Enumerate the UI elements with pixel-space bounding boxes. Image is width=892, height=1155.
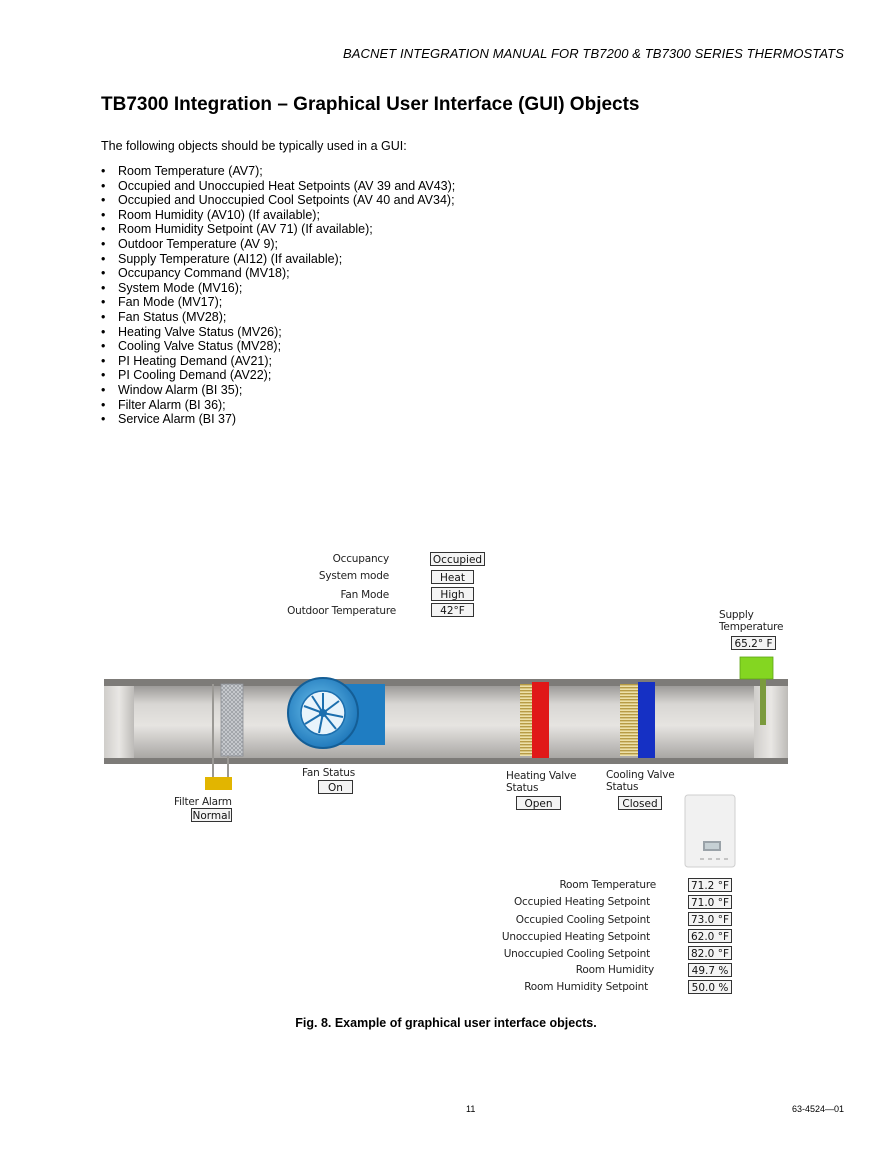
- list-item: • Cooling Valve Status (MV28);: [101, 339, 455, 354]
- list-item: • Room Humidity (AV10) (If available);: [101, 208, 455, 223]
- filter-alarm-label: Filter Alarm: [174, 796, 232, 808]
- room-temperature-value[interactable]: 71.2 °F: [688, 878, 732, 892]
- heating-coil-icon: [520, 684, 534, 756]
- heating-valve-label-line1: Heating Valve: [506, 770, 577, 782]
- document-header: BACNET INTEGRATION MANUAL FOR TB7200 & TB7300 SERIES THERMOSTATS: [343, 46, 844, 61]
- list-item: • Occupied and Unoccupied Heat Setpoints (AV 39 and AV43);: [101, 179, 455, 194]
- list-item: • Filter Alarm (BI 36);: [101, 398, 455, 413]
- system-mode-value[interactable]: Heat: [431, 570, 474, 584]
- heating-valve-label-line2: Status: [506, 782, 539, 794]
- occupied-cooling-setpoint-value[interactable]: 73.0 °F: [688, 912, 732, 926]
- supply-temperature-label-line1: Supply: [719, 609, 754, 621]
- fan-mode-value[interactable]: High: [431, 587, 474, 601]
- unoccupied-heating-setpoint-label: Unoccupied Heating Setpoint: [501, 931, 650, 943]
- fan-mode-label: Fan Mode: [340, 589, 389, 601]
- list-item: • Room Humidity Setpoint (AV 71) (If available);: [101, 222, 455, 237]
- list-item: • Supply Temperature (AI12) (If available);: [101, 252, 455, 267]
- list-item: • Window Alarm (BI 35);: [101, 383, 455, 398]
- thermostat-icon: [685, 795, 735, 867]
- occupancy-label: Occupancy: [332, 553, 389, 565]
- fan-status-label: Fan Status: [302, 767, 355, 779]
- list-item: • Occupancy Command (MV18);: [101, 266, 455, 281]
- occupied-cooling-setpoint-label: Occupied Cooling Setpoint: [515, 914, 650, 926]
- room-temperature-label: Room Temperature: [559, 879, 656, 891]
- filter-icon: [221, 684, 243, 756]
- outdoor-temperature-value[interactable]: 42°F: [431, 603, 474, 617]
- room-humidity-setpoint-value[interactable]: 50.0 %: [688, 980, 732, 994]
- filter-alarm-sensor-icon: [205, 777, 232, 790]
- document-number: 63-4524—01: [791, 1104, 844, 1114]
- unoccupied-cooling-setpoint-value[interactable]: 82.0 °F: [688, 946, 732, 960]
- duct-top-plate: [104, 679, 788, 686]
- list-item: • Service Alarm (BI 37): [101, 412, 455, 427]
- cooling-valve-label-line1: Cooling Valve: [606, 769, 675, 781]
- figure-caption: Fig. 8. Example of graphical user interface objects.: [295, 1016, 597, 1030]
- list-item: • Heating Valve Status (MV26);: [101, 325, 455, 340]
- intro-paragraph: The following objects should be typically used in a GUI:: [101, 139, 407, 153]
- fan-status-value[interactable]: On: [318, 780, 353, 794]
- room-humidity-value[interactable]: 49.7 %: [688, 963, 732, 977]
- occupied-heating-setpoint-value[interactable]: 71.0 °F: [688, 895, 732, 909]
- system-mode-label: System mode: [318, 570, 389, 582]
- duct-bottom-plate: [104, 758, 788, 764]
- unoccupied-cooling-setpoint-label: Unoccupied Cooling Setpoint: [503, 948, 650, 960]
- supply-temp-sensor-icon: [740, 657, 773, 679]
- list-item: • PI Heating Demand (AV21);: [101, 354, 455, 369]
- cooling-coil-icon: [620, 684, 640, 756]
- list-item: • Fan Status (MV28);: [101, 310, 455, 325]
- occupancy-value[interactable]: Occupied: [430, 552, 485, 566]
- supply-temperature-value[interactable]: 65.2° F: [731, 636, 776, 650]
- list-item: • Outdoor Temperature (AV 9);: [101, 237, 455, 252]
- outdoor-temperature-label: Outdoor Temperature: [287, 605, 396, 617]
- cooling-valve-label-line2: Status: [606, 781, 639, 793]
- cooling-valve-value[interactable]: Closed: [618, 796, 662, 810]
- room-humidity-setpoint-label: Room Humidity Setpoint: [524, 981, 648, 993]
- filter-alarm-value[interactable]: Normal: [192, 810, 231, 822]
- list-item: • Fan Mode (MV17);: [101, 295, 455, 310]
- page-title: TB7300 Integration – Graphical User Interface (GUI) Objects: [101, 94, 640, 115]
- occupied-heating-setpoint-label: Occupied Heating Setpoint: [513, 896, 650, 908]
- heating-valve-value[interactable]: Open: [516, 796, 561, 810]
- unoccupied-heating-setpoint-value[interactable]: 62.0 °F: [688, 929, 732, 943]
- list-item: • PI Cooling Demand (AV22);: [101, 368, 455, 383]
- page-number: 11: [466, 1104, 476, 1114]
- list-item: • Occupied and Unoccupied Cool Setpoints (AV 40 and AV34);: [101, 193, 455, 208]
- list-item: • Room Temperature (AV7);: [101, 164, 455, 179]
- room-humidity-label: Room Humidity: [575, 964, 654, 976]
- supply-temperature-label-line2: Temperature: [719, 621, 784, 633]
- list-item: • System Mode (MV16);: [101, 281, 455, 296]
